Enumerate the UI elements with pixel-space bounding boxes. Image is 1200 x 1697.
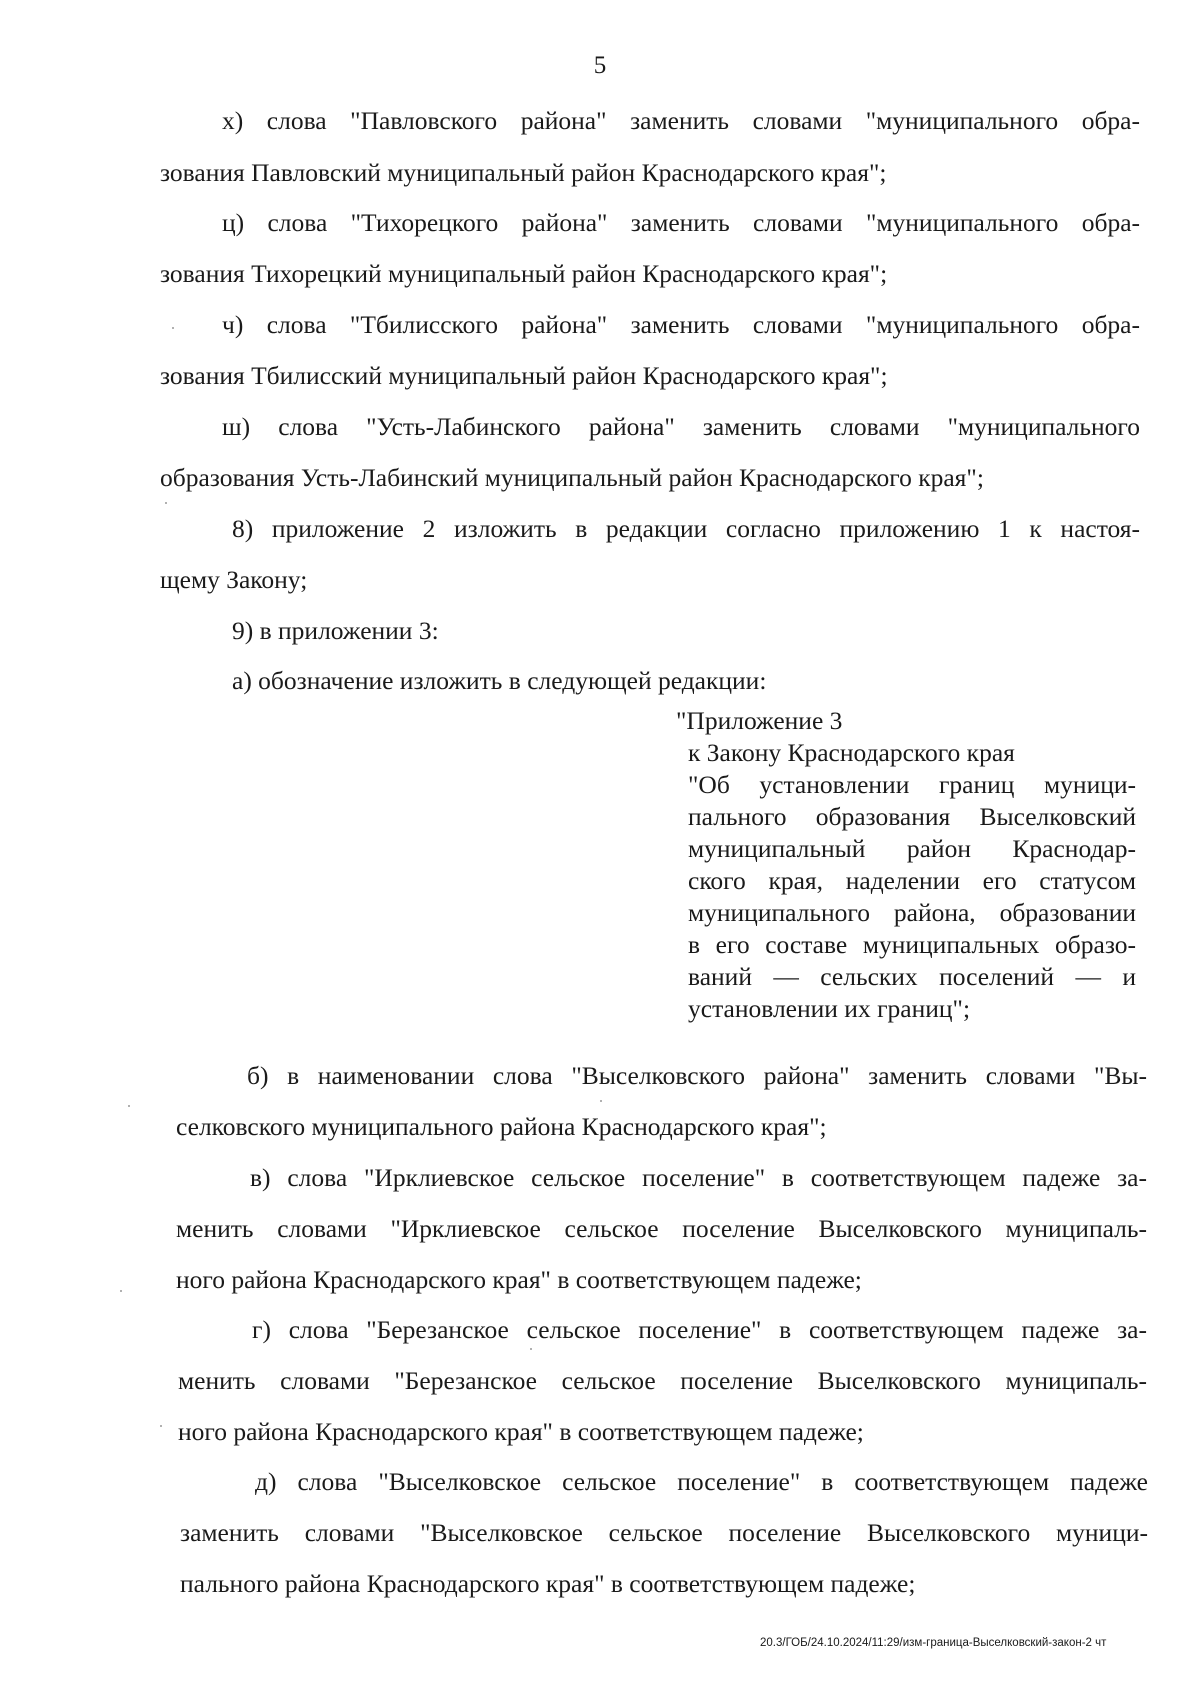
scan-speck xyxy=(165,502,167,504)
appendix-line: муниципального района, образовании xyxy=(688,898,1136,927)
paragraph-kh-line-2: зования Павловский муниципальный район Краснодарского края"; xyxy=(160,158,887,187)
paragraph-v-line-2: менить словами "Ирклиевское сельское поселение Выселковского муниципаль- xyxy=(176,1214,1147,1243)
paragraph-ts-line-2: зования Тихорецкий муниципальный район Краснодарского края"; xyxy=(160,259,888,288)
paragraph-ts-line-1: ц) слова "Тихорецкого района" заменить словами "муниципального обра- xyxy=(222,208,1140,237)
paragraph-g-line-1: г) слова "Березанское сельское поселение" в соответствующем падеже за- xyxy=(252,1315,1147,1344)
paragraph-v-line-1: в) слова "Ирклиевское сельское поселение" в соответствующем падеже за- xyxy=(250,1163,1147,1192)
scan-speck xyxy=(172,327,174,329)
paragraph-v-line-3: ного района Краснодарского края" в соответствующем падеже; xyxy=(176,1265,862,1294)
paragraph-g-line-2: менить словами "Березанское сельское поселение Выселковского муниципаль- xyxy=(178,1366,1147,1395)
scan-speck xyxy=(600,1100,602,1102)
paragraph-kh-line-1: х) слова "Павловского района" заменить словами "муниципального обра- xyxy=(222,106,1140,135)
paragraph-ch-line-1: ч) слова "Тбилисского района" заменить словами "муниципального обра- xyxy=(222,310,1140,339)
paragraph-8-line-2: щему Закону; xyxy=(160,565,308,594)
paragraph-a: а) обозначение изложить в следующей редакции: xyxy=(232,666,767,695)
paragraph-d-line-3: пального района Краснодарского края" в соответствующем падеже; xyxy=(180,1569,916,1598)
paragraph-sh-line-1: ш) слова "Усть-Лабинского района" заменить словами "муниципального xyxy=(222,412,1140,441)
appendix-subtitle: к Закону Краснодарского края xyxy=(688,738,1015,767)
appendix-line: в его составе муниципальных образо- xyxy=(688,930,1136,959)
appendix-heading xyxy=(676,705,1136,1025)
appendix-line: ского края, наделении его статусом xyxy=(688,866,1136,895)
paragraph-d-line-1: д) слова "Выселковское сельское поселение" в соответствующем падеже xyxy=(255,1467,1148,1496)
paragraph-d-line-2: заменить словами "Выселковское сельское поселение Выселковского муници- xyxy=(180,1518,1148,1547)
scan-speck xyxy=(160,1425,162,1427)
paragraph-sh-line-2: образования Усть-Лабинский муниципальный район Краснодарского края"; xyxy=(160,463,984,492)
paragraph-9: 9) в приложении 3: xyxy=(232,616,439,645)
scan-speck xyxy=(128,1105,130,1107)
page-number: 5 xyxy=(593,52,607,79)
appendix-line: "Об установлении границ муници- xyxy=(688,770,1136,799)
paragraph-g-line-3: ного района Краснодарского края" в соответствующем падеже; xyxy=(178,1417,864,1446)
appendix-line: ваний — сельских поселений — и xyxy=(688,962,1136,991)
paragraph-ch-line-2: зования Тбилисский муниципальный район Краснодарского края"; xyxy=(160,361,888,390)
appendix-title: "Приложение 3 xyxy=(676,706,843,735)
scan-speck xyxy=(530,1348,532,1350)
appendix-line: установлении их границ"; xyxy=(688,994,971,1023)
paragraph-b-line-1: б) в наименовании слова "Выселковского района" заменить словами "Вы- xyxy=(247,1061,1147,1090)
paragraph-b-line-2: селковского муниципального района Краснодарского края"; xyxy=(176,1112,827,1141)
appendix-line: пального образования Выселковский xyxy=(688,802,1136,831)
scan-speck xyxy=(120,1290,122,1292)
paragraph-8-line-1: 8) приложение 2 изложить в редакции согласно приложению 1 к настоя- xyxy=(232,514,1140,543)
document-stamp: 20.3/ГОБ/24.10.2024/11:29/изм-граница-Выселковский-закон-2 чт xyxy=(760,1637,1107,1649)
appendix-line: муниципальный район Краснодар- xyxy=(688,834,1136,863)
